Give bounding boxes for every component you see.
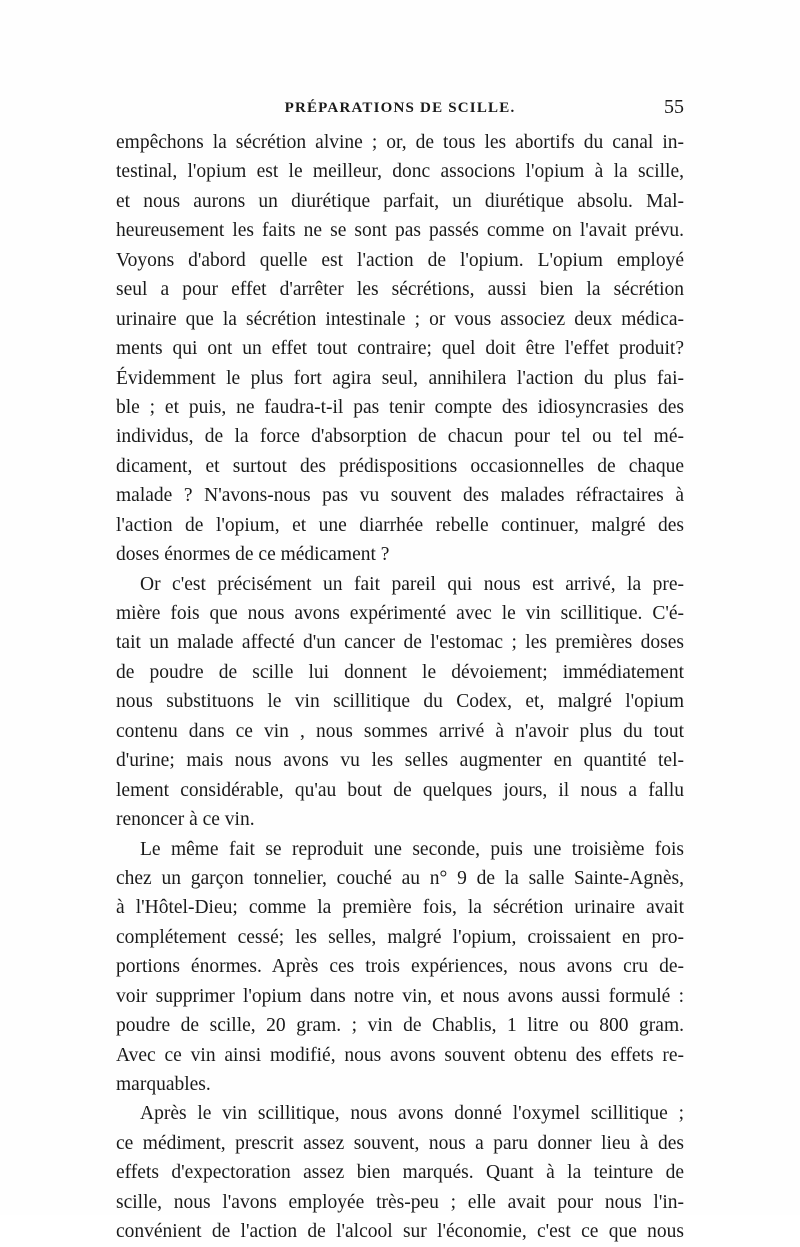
text-line: testinal, l'opium est le meilleur, donc associons l'opium à la scille, [116,161,684,183]
text-line: à l'Hôtel-Dieu; comme la première fois, la sécrétion urinaire avait [116,897,684,919]
text-line: scille, nous l'avons employée très-peu ; elle avait pour nous l'in- [116,1191,684,1213]
text-line: poudre de scille, 20 gram. ; vin de Chablis, 1 litre ou 800 gram. [116,1015,684,1037]
body-text [116,128,684,1247]
text-line: empêchons la sécrétion alvine ; or, de tous les abortifs du canal in- [116,132,684,153]
running-head [116,96,684,120]
text-line: ments qui ont un effet tout contraire; quel doit être l'effet produit? [116,338,684,360]
text-line: Or c'est précisément un fait pareil qui nous est arrivé, la pre- [140,573,684,595]
text-line: de poudre de scille lui donnent le dévoiement; immédiatement [116,661,684,683]
text-line: heureusement les faits ne se sont pas passés comme on l'avait prévu. [116,220,684,242]
page-number: 55 [664,96,684,118]
text-line: convénient de l'action de l'alcool sur l'économie, c'est ce que nous [116,1221,684,1243]
text-line: nous substituons le vin scillitique du Codex, et, malgré l'opium [116,691,684,713]
text-line: dicament, et surtout des prédispositions occasionnelles de chaque [116,455,684,477]
text-line: contenu dans ce vin , nous sommes arrivé à n'avoir plus du tout [116,720,684,742]
text-line: l'action de l'opium, et une diarrhée rebelle continuer, malgré des [116,514,684,536]
text-line: effets d'expectoration assez bien marqués. Quant à la teinture de [116,1162,684,1184]
text-line: Après le vin scillitique, nous avons donné l'oxymel scillitique ; [140,1103,684,1125]
text-line: Le même fait se reproduit une seconde, puis une troisième fois [140,838,684,860]
text-line: malade ? N'avons-nous pas vu souvent des malades réfractaires à [116,485,684,507]
text-line: d'urine; mais nous avons vu les selles augmenter en quantité tel- [116,750,684,772]
text-line: voir supprimer l'opium dans notre vin, et nous avons aussi formulé : [116,985,684,1007]
text-line: ce médiment, prescrit assez souvent, nous a paru donner lieu à des [116,1132,684,1154]
text-line: mière fois que nous avons expérimenté avec le vin scillitique. C'é- [116,603,684,624]
text-line: marquables. [116,1074,211,1095]
text-line: seul a pour effet d'arrêter les sécrétions, aussi bien la sécrétion [116,279,684,301]
text-line: individus, de la force d'absorption de chacun pour tel ou tel mé- [116,426,684,448]
text-line: Avec ce vin ainsi modifié, nous avons souvent obtenu des effets re- [116,1044,684,1066]
text-line: tait un malade affecté d'un cancer de l'estomac ; les premières doses [116,632,684,654]
text-line: portions énormes. Après ces trois expériences, nous avons cru de- [116,956,684,978]
text-line: et nous aurons un diurétique parfait, un diurétique absolu. Mal- [116,190,684,212]
text-line: Voyons d'abord quelle est l'action de l'opium. L'opium employé [116,249,684,271]
text-line: lement considérable, qu'au bout de quelques jours, il nous a fallu [116,779,684,801]
text-line: renoncer à ce vin. [116,809,255,831]
text-line: chez un garçon tonnelier, couché au n° 9 de la salle Sainte-Agnès, [116,867,684,889]
text-line: Évidemment le plus fort agira seul, annihilera l'action du plus fai- [116,367,684,389]
text-line: ble ; et puis, ne faudra-t-il pas tenir compte des idiosyncrasies des [116,396,684,418]
running-title: PRÉPARATIONS DE SCILLE. [284,100,516,116]
text-line: doses énormes de ce médicament ? [116,544,390,566]
text-line: urinaire que la sécrétion intestinale ; or vous associez deux médica- [116,308,684,330]
text-line: complétement cessé; les selles, malgré l'opium, croissaient en pro- [116,926,684,948]
